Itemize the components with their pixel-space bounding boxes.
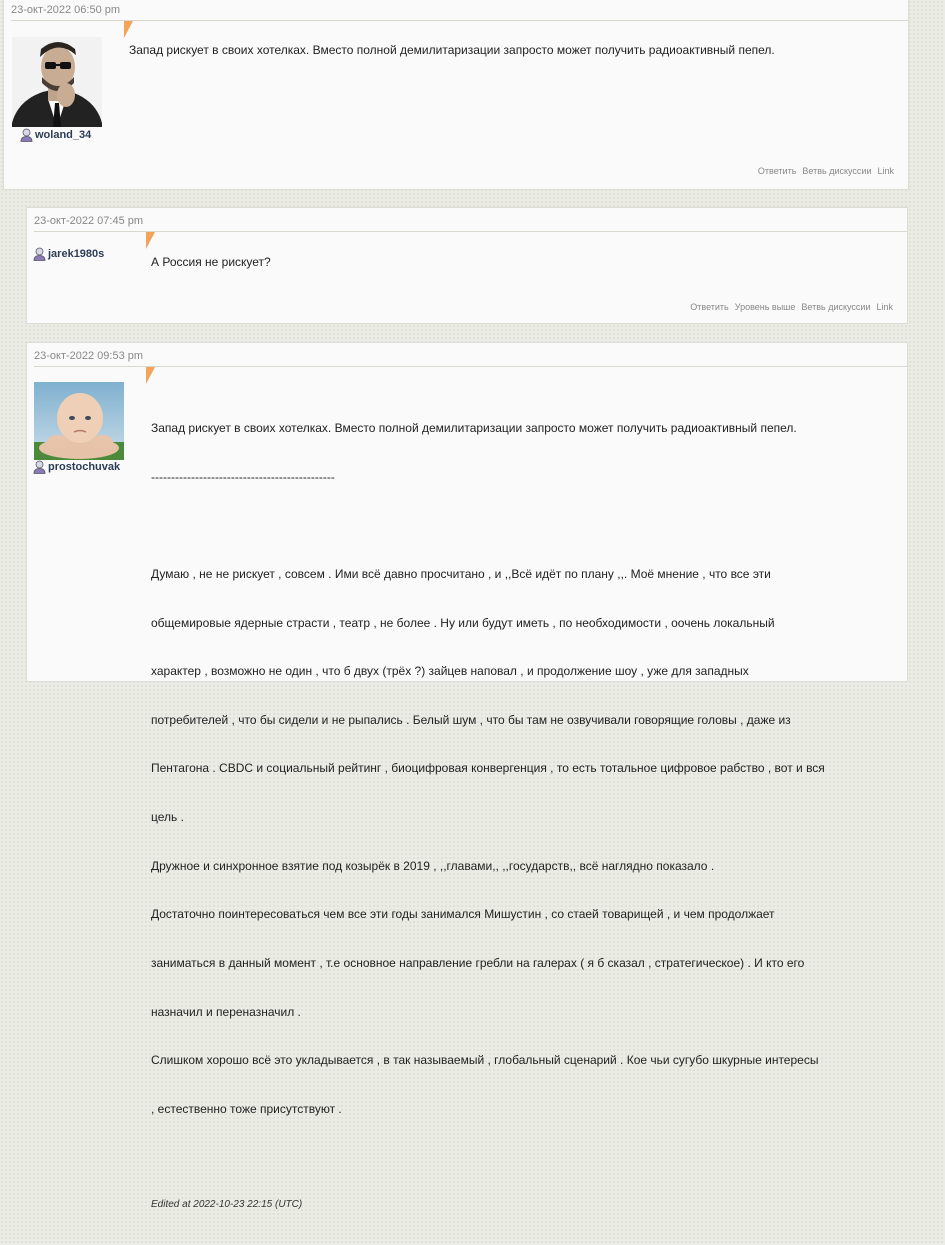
parent-link[interactable]: Уровень выше — [734, 302, 796, 312]
user-icon — [20, 128, 33, 142]
comment-2 — [26, 207, 908, 324]
permalink[interactable]: Link — [877, 166, 894, 176]
comment-flag-icon — [146, 232, 155, 249]
body-line: Думаю , не не рискует , совсем . Ими всё давно просчитано , и ,,Всё идёт по плану ,,. Моё мнение , что все эти — [151, 567, 771, 582]
comment-text: А Россия не рискует? — [151, 255, 271, 269]
separator-line: ---------------------------------------------- — [151, 470, 335, 485]
body-line: Слишком хорошо всё это укладывается , в так называемый , глобальный сценарий . Кое чьи сугубо шкурные интересы — [151, 1053, 819, 1068]
username-link[interactable] — [20, 128, 91, 142]
body-line: характер , возможно не один , что б двух (трёх ?) зайцев наповал , и продолжение шоу , уже для западных — [151, 664, 749, 679]
comment-1 — [3, 0, 909, 190]
avatar[interactable] — [34, 382, 124, 472]
username-text: woland_34 — [35, 129, 92, 141]
body-line: Дружное и синхронное взятие под козырёк в 2019 , ,,главами,, ,,государств,, всё наглядно показало . — [151, 858, 715, 873]
username-link[interactable] — [33, 247, 104, 261]
body-line: заниматься в данный момент , т.е основное направление гребли на галерах ( я б сказал , стратегическое) . И кто его — [151, 955, 805, 970]
comment-date: 23-окт-2022 09:53 pm — [34, 346, 907, 367]
thread-link[interactable]: Ветвь дискуссии — [802, 166, 872, 176]
comment-date: 23-окт-2022 07:45 pm — [34, 211, 907, 232]
reply-link[interactable]: Ответить — [757, 166, 797, 176]
quoted-text: Запад рискует в своих хотелках. Вместо полной демилитаризации запросто может получить радиоактивный пепел. — [151, 421, 797, 436]
username-link[interactable] — [33, 460, 120, 474]
comment-flag-icon — [124, 21, 133, 38]
user-icon — [33, 460, 46, 474]
comment-text: Запад рискует в своих хотелках. Вместо полной демилитаризации запросто может получить радиоактивный пепел. — [129, 43, 775, 57]
reply-link[interactable]: Ответить — [690, 302, 729, 312]
avatar[interactable] — [12, 37, 102, 127]
comment-body — [151, 388, 825, 1245]
body-line: назначил и переназначил . — [151, 1004, 301, 1019]
body-line: Пентагона . CBDC и социальный рейтинг , биоцифровая конвергенция , то есть тотальное цифровое рабство , вот и вся — [151, 761, 825, 776]
comment-3 — [26, 342, 908, 1210]
body-line: Достаточно поинтересоваться чем все эти годы занимался Мишустин , со стаей товарищей , и чем продолжает — [151, 907, 775, 922]
comment-flag-icon — [146, 367, 155, 384]
comment-date: 23-окт-2022 06:50 pm — [11, 0, 908, 21]
username-text: jarek1980s — [48, 248, 105, 260]
edited-note: Edited at 2022-10-23 22:15 (UTC) — [151, 1198, 303, 1210]
avatar-baby-icon — [34, 382, 124, 460]
body-line: цель . — [151, 810, 184, 825]
thread-link[interactable]: Ветвь дискуссии — [801, 302, 871, 312]
comment-actions — [690, 302, 893, 312]
body-line: , естественно тоже присутствуют . — [151, 1101, 342, 1116]
permalink[interactable]: Link — [876, 302, 893, 312]
comment-actions — [758, 166, 894, 176]
username-text: prostochuvak — [48, 461, 121, 473]
user-icon — [33, 247, 46, 261]
body-line: потребителей , что бы сидели и не рыпались . Белый шум , что бы там не озвучивали говорящие головы , даже из — [151, 712, 791, 727]
body-line: общемировые ядерные страсти , театр , не более . Ну или будут иметь , по необходимости , оочень локальный — [151, 615, 775, 630]
avatar-man-sunglasses-icon — [12, 37, 102, 127]
